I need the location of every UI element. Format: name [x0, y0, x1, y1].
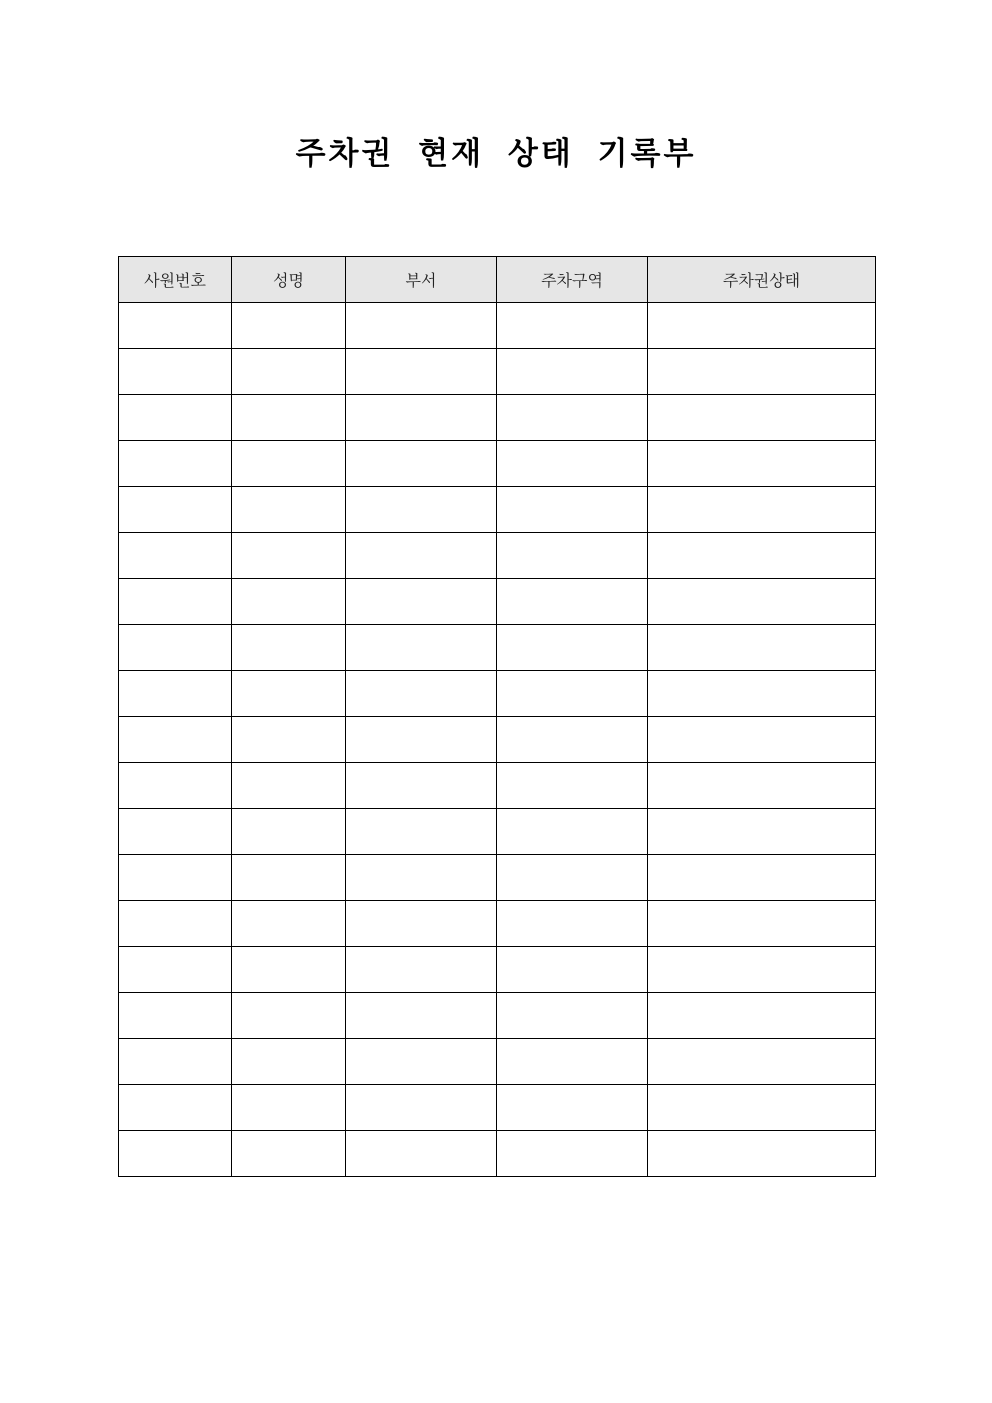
department-cell[interactable]: [346, 395, 497, 441]
department-cell[interactable]: [346, 441, 497, 487]
department-cell[interactable]: [346, 303, 497, 349]
employee-number-cell[interactable]: [119, 303, 232, 349]
employee-number-cell[interactable]: [119, 487, 232, 533]
ticket-status-cell[interactable]: [648, 993, 876, 1039]
name-cell[interactable]: [232, 303, 346, 349]
ticket-status-cell[interactable]: [648, 441, 876, 487]
table-row: [119, 349, 876, 395]
department-cell[interactable]: [346, 625, 497, 671]
ticket-status-cell[interactable]: [648, 625, 876, 671]
table-row: [119, 1085, 876, 1131]
employee-number-cell[interactable]: [119, 395, 232, 441]
employee-number-cell[interactable]: [119, 625, 232, 671]
ticket-status-cell[interactable]: [648, 533, 876, 579]
employee-number-cell[interactable]: [119, 993, 232, 1039]
table-row: [119, 901, 876, 947]
name-cell[interactable]: [232, 901, 346, 947]
table-row: [119, 487, 876, 533]
name-cell[interactable]: [232, 1039, 346, 1085]
department-cell[interactable]: [346, 1039, 497, 1085]
employee-number-cell[interactable]: [119, 901, 232, 947]
ticket-status-cell[interactable]: [648, 1039, 876, 1085]
department-cell[interactable]: [346, 349, 497, 395]
column-header-name: 성명: [232, 257, 346, 303]
employee-number-cell[interactable]: [119, 717, 232, 763]
table-row: [119, 579, 876, 625]
ticket-status-cell[interactable]: [648, 1131, 876, 1177]
parking-zone-cell[interactable]: [497, 993, 648, 1039]
employee-number-cell[interactable]: [119, 579, 232, 625]
employee-number-cell[interactable]: [119, 441, 232, 487]
parking-zone-cell[interactable]: [497, 441, 648, 487]
parking-zone-cell[interactable]: [497, 625, 648, 671]
employee-number-cell[interactable]: [119, 763, 232, 809]
ticket-status-cell[interactable]: [648, 487, 876, 533]
department-cell[interactable]: [346, 487, 497, 533]
employee-number-cell[interactable]: [119, 947, 232, 993]
name-cell[interactable]: [232, 1131, 346, 1177]
parking-zone-cell[interactable]: [497, 717, 648, 763]
name-cell[interactable]: [232, 671, 346, 717]
table-row: [119, 303, 876, 349]
table-row: [119, 533, 876, 579]
parking-zone-cell[interactable]: [497, 947, 648, 993]
employee-number-cell[interactable]: [119, 855, 232, 901]
department-cell[interactable]: [346, 763, 497, 809]
department-cell[interactable]: [346, 717, 497, 763]
table-row: [119, 763, 876, 809]
table-row: [119, 441, 876, 487]
department-cell[interactable]: [346, 855, 497, 901]
parking-record-table: [118, 256, 876, 1177]
ticket-status-cell[interactable]: [648, 1085, 876, 1131]
name-cell[interactable]: [232, 763, 346, 809]
parking-zone-cell[interactable]: [497, 487, 648, 533]
column-header-department: 부서: [346, 257, 497, 303]
parking-zone-cell[interactable]: [497, 579, 648, 625]
table-row: [119, 947, 876, 993]
table-row: [119, 717, 876, 763]
table-header-row: [119, 257, 876, 303]
name-cell[interactable]: [232, 487, 346, 533]
department-cell[interactable]: [346, 809, 497, 855]
parking-zone-cell[interactable]: [497, 809, 648, 855]
name-cell[interactable]: [232, 579, 346, 625]
table-body: [119, 303, 876, 1177]
name-cell[interactable]: [232, 947, 346, 993]
employee-number-cell[interactable]: [119, 671, 232, 717]
table-row: [119, 1039, 876, 1085]
department-cell[interactable]: [346, 947, 497, 993]
parking-zone-cell[interactable]: [497, 533, 648, 579]
parking-zone-cell[interactable]: [497, 395, 648, 441]
department-cell[interactable]: [346, 671, 497, 717]
ticket-status-cell[interactable]: [648, 901, 876, 947]
table-row: [119, 395, 876, 441]
ticket-status-cell[interactable]: [648, 947, 876, 993]
name-cell[interactable]: [232, 349, 346, 395]
department-cell[interactable]: [346, 993, 497, 1039]
name-cell[interactable]: [232, 1085, 346, 1131]
employee-number-cell[interactable]: [119, 1085, 232, 1131]
employee-number-cell[interactable]: [119, 1039, 232, 1085]
department-cell[interactable]: [346, 533, 497, 579]
parking-zone-cell[interactable]: [497, 855, 648, 901]
employee-number-cell[interactable]: [119, 349, 232, 395]
table-row: [119, 993, 876, 1039]
parking-zone-cell[interactable]: [497, 1085, 648, 1131]
employee-number-cell[interactable]: [119, 1131, 232, 1177]
page-title: 주차권 현재 상태 기록부: [295, 136, 697, 172]
ticket-status-cell[interactable]: [648, 349, 876, 395]
parking-zone-cell[interactable]: [497, 901, 648, 947]
table-row: [119, 625, 876, 671]
parking-zone-cell[interactable]: [497, 349, 648, 395]
ticket-status-cell[interactable]: [648, 809, 876, 855]
table-row: [119, 671, 876, 717]
parking-zone-cell[interactable]: [497, 303, 648, 349]
parking-zone-cell[interactable]: [497, 671, 648, 717]
ticket-status-cell[interactable]: [648, 395, 876, 441]
ticket-status-cell[interactable]: [648, 671, 876, 717]
ticket-status-cell[interactable]: [648, 855, 876, 901]
department-cell[interactable]: [346, 901, 497, 947]
employee-number-cell[interactable]: [119, 809, 232, 855]
name-cell[interactable]: [232, 717, 346, 763]
parking-zone-cell[interactable]: [497, 1039, 648, 1085]
name-cell[interactable]: [232, 993, 346, 1039]
column-header-ticket-status: 주차권상태: [648, 257, 876, 303]
employee-number-cell[interactable]: [119, 533, 232, 579]
table-row: [119, 809, 876, 855]
name-cell[interactable]: [232, 625, 346, 671]
name-cell[interactable]: [232, 441, 346, 487]
department-cell[interactable]: [346, 1085, 497, 1131]
ticket-status-cell[interactable]: [648, 763, 876, 809]
ticket-status-cell[interactable]: [648, 303, 876, 349]
department-cell[interactable]: [346, 579, 497, 625]
column-header-parking-zone: 주차구역: [497, 257, 648, 303]
table-row: [119, 855, 876, 901]
name-cell[interactable]: [232, 395, 346, 441]
column-header-employee-number: 사원번호: [119, 257, 232, 303]
ticket-status-cell[interactable]: [648, 579, 876, 625]
ticket-status-cell[interactable]: [648, 717, 876, 763]
parking-zone-cell[interactable]: [497, 1131, 648, 1177]
name-cell[interactable]: [232, 533, 346, 579]
name-cell[interactable]: [232, 809, 346, 855]
name-cell[interactable]: [232, 855, 346, 901]
table-row: [119, 1131, 876, 1177]
parking-zone-cell[interactable]: [497, 763, 648, 809]
department-cell[interactable]: [346, 1131, 497, 1177]
